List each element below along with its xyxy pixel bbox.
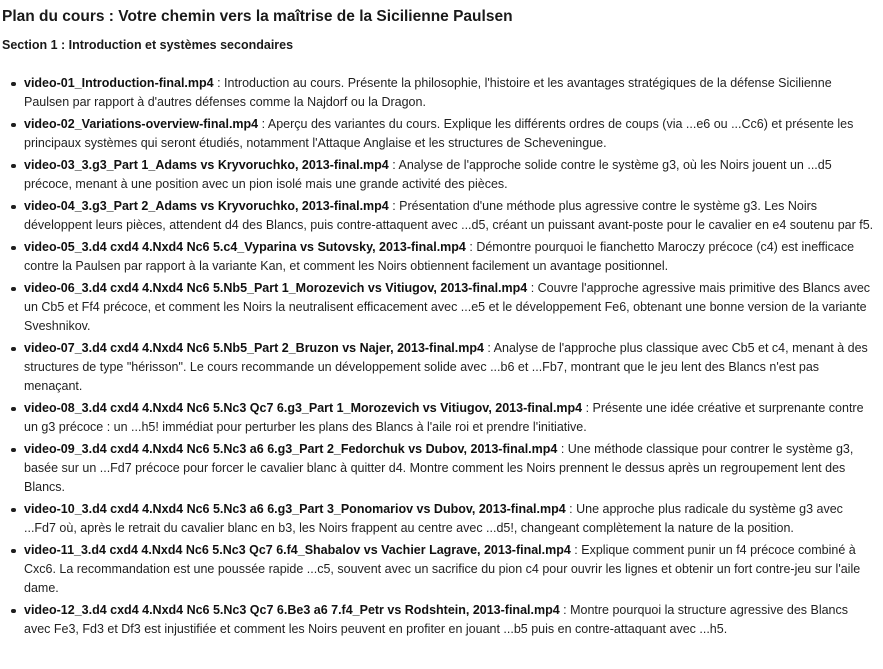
video-description: Couvre l'approche agressive mais primitive des Blancs avec un Cb5 et Ff4 précoce, et comment les Noirs la neutralisent efficacement avec ...e5 et le développement Fe6, obtenant une bonne version de la variante Sveshnikov. xyxy=(24,281,871,333)
separator: : xyxy=(570,543,582,557)
video-description: Analyse de l'approche solide contre le système g3, où les Noirs jouent un ...d5 précoce, menant à une position avec un pion isolé mais une grande activité des pièces. xyxy=(24,158,832,191)
list-item xyxy=(24,197,879,235)
section-heading: Section 1 : Introduction et systèmes secondaires xyxy=(2,38,294,52)
video-filename: video-09_3.d4 cxd4 4.Nxd4 Nc6 5.Nc3 a6 6.g3_Part 2_Fedorchuk vs Dubov, 2013-final.mp4 xyxy=(24,442,558,456)
list-item xyxy=(24,399,879,437)
video-filename: video-10_3.d4 cxd4 4.Nxd4 Nc6 5.Nc3 a6 6.g3_Part 3_Ponomariov vs Dubov, 2013-final.mp4 xyxy=(24,502,566,516)
list-item xyxy=(24,339,879,396)
video-filename: video-05_3.d4 cxd4 4.Nxd4 Nc6 5.c4_Vyparina vs Sutovsky, 2013-final.mp4 xyxy=(24,240,466,254)
separator: : xyxy=(559,603,571,617)
separator: : xyxy=(565,502,577,516)
separator: : xyxy=(465,240,477,254)
video-filename: video-06_3.d4 cxd4 4.Nxd4 Nc6 5.Nb5_Part 1_Morozevich vs Vitiugov, 2013-final.mp4 xyxy=(24,281,528,295)
video-description: Présentation d'une méthode plus agressive contre le système g3. Les Noirs développent leurs pièces, attendent d4 des Blancs, puis contre-attaquent avec ...d5, créant un puissant avant-poste pour le cavalier en e4 soutenu par f5. xyxy=(24,199,874,232)
video-filename: video-03_3.g3_Part 1_Adams vs Kryvoruchko, 2013-final.mp4 xyxy=(24,158,389,172)
video-filename: video-11_3.d4 cxd4 4.Nxd4 Nc6 5.Nc3 Qc7 6.f4_Shabalov vs Vachier Lagrave, 2013-final.mp4 xyxy=(24,543,571,557)
video-description: Explique comment punir un f4 précoce combiné à Cxc6. La recommandation est une poussée rapide ...c5, souvent avec un sacrifice du pion c4 pour ouvrir les lignes et obtenir un fort contre-jeu sur l'aile dame. xyxy=(24,543,861,595)
separator: : xyxy=(582,401,593,415)
video-description: Démontre pourquoi le fianchetto Maroczy précoce (c4) est inefficace contre la Paulsen par rapport à la variante Kan, et comment les Noirs obtiennent facilement un avantage positionnel. xyxy=(24,240,855,273)
video-description: Une approche plus radicale du système g3 avec ...Fd7 où, après le retrait du cavalier blanc en b3, les Noirs frappent au centre avec ...d5!, changeant complètement la nature de la position. xyxy=(24,502,843,535)
list-item xyxy=(24,440,879,497)
list-item xyxy=(24,156,879,194)
video-filename: video-12_3.d4 cxd4 4.Nxd4 Nc6 5.Nc3 Qc7 6.Be3 a6 7.f4_Petr vs Rodshtein, 2013-final.mp4 xyxy=(24,603,560,617)
video-filename: video-02_Variations-overview-final.mp4 xyxy=(24,117,259,131)
separator: : xyxy=(527,281,538,295)
video-description: Montre pourquoi la structure agressive des Blancs avec Fe3, Fd3 et Df3 est injustifiée et comment les Noirs peuvent en profiter en jouant ...b5 puis en contre-attaquant avec ...h5. xyxy=(24,603,849,636)
list-item xyxy=(24,74,879,112)
separator: : xyxy=(258,117,268,131)
video-description: Aperçu des variantes du cours. Explique les différents ordres de coups (via ...e6 ou ...Cc6) et présente les principaux systèmes qui seront étudiés, notamment l'Attaque Anglaise et les structures de Scheveningue. xyxy=(24,117,854,150)
list-item xyxy=(24,500,879,538)
separator: : xyxy=(388,158,399,172)
video-filename: video-08_3.d4 cxd4 4.Nxd4 Nc6 5.Nc3 Qc7 6.g3_Part 1_Morozevich vs Vitiugov, 2013-final.mp4 xyxy=(24,401,583,415)
video-filename: video-07_3.d4 cxd4 4.Nxd4 Nc6 5.Nb5_Part 2_Bruzon vs Najer, 2013-final.mp4 xyxy=(24,341,484,355)
video-description: Présente une idée créative et surprenante contre un g3 précoce : un ...h5! immédiat pour perturber les plans des Blancs à l'aile roi et prendre l'initiative. xyxy=(24,401,864,434)
list-item xyxy=(24,601,879,639)
video-description: Introduction au cours. Présente la philosophie, l'histoire et les avantages stratégiques de la défense Sicilienne Paulsen par rapport à d'autres défenses comme la Najdorf ou la Dragon. xyxy=(24,76,832,109)
video-filename: video-04_3.g3_Part 2_Adams vs Kryvoruchko, 2013-final.mp4 xyxy=(24,199,389,213)
list-item xyxy=(24,541,879,598)
video-description: Analyse de l'approche plus classique avec Cb5 et c4, menant à des structures de type "hérisson". Le cours recommande un développement solide avec ...b6 et ...Fb7, montrant que le jeu lent des Blancs n'est pas menaçant. xyxy=(24,341,868,393)
list-item xyxy=(24,238,879,276)
separator: : xyxy=(388,199,400,213)
separator: : xyxy=(213,76,225,90)
video-description: Une méthode classique pour contrer le système g3, basée sur un ...Fd7 précoce pour forcer le cavalier blanc à quitter d4. Montre comment les Noirs prennent le dessus après un regroupement lent des Blancs. xyxy=(24,442,854,494)
video-filename: video-01_Introduction-final.mp4 xyxy=(24,76,214,90)
page-title: Plan du cours : Votre chemin vers la maîtrise de la Sicilienne Paulsen xyxy=(2,8,513,25)
separator: : xyxy=(557,442,568,456)
separator: : xyxy=(483,341,494,355)
course-video-list xyxy=(2,74,879,639)
list-item xyxy=(24,279,879,336)
list-item xyxy=(24,115,879,153)
